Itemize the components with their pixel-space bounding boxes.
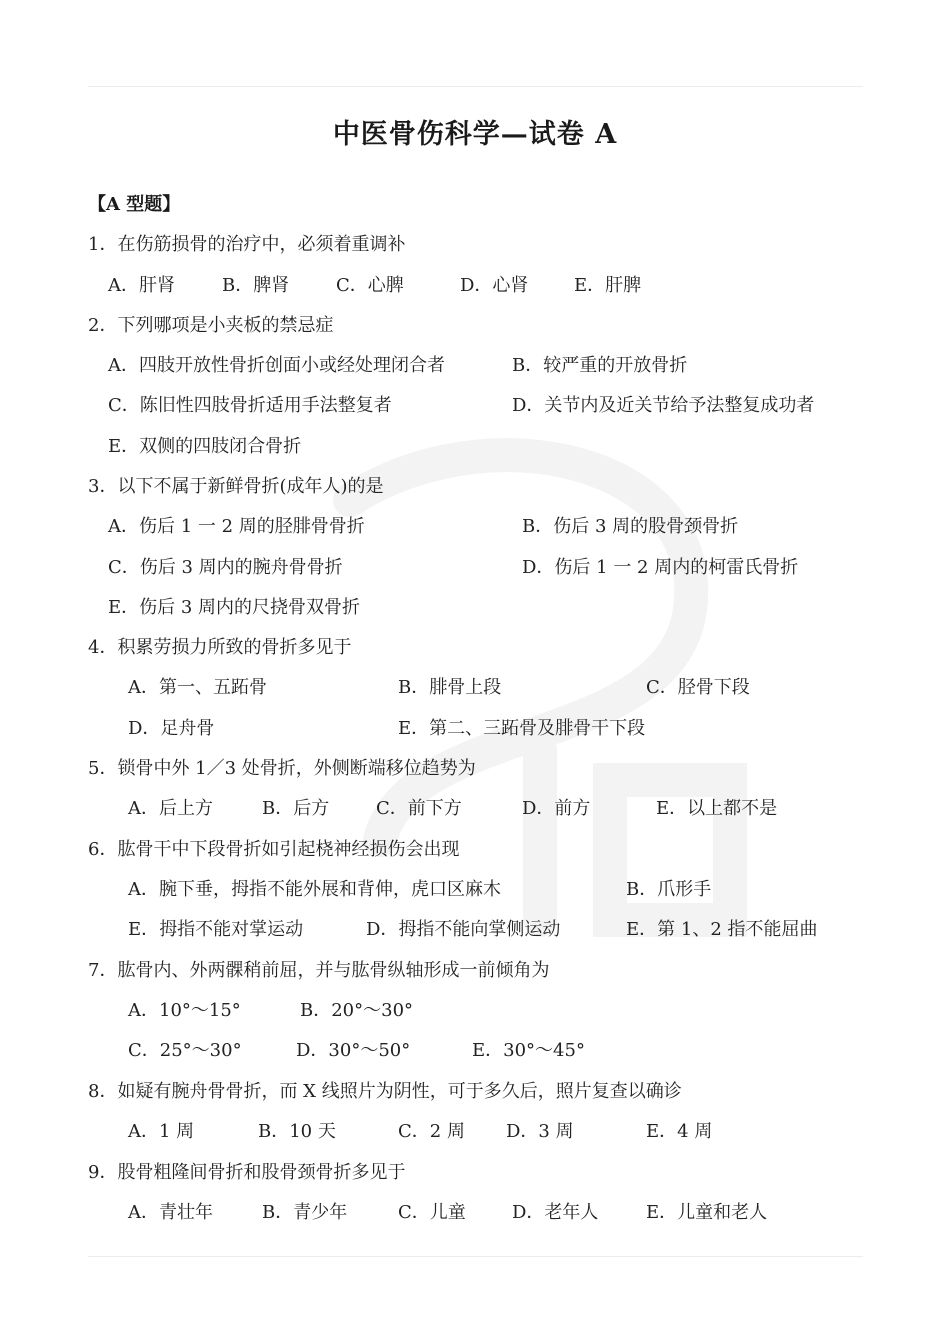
option: E．肝脾 — [574, 275, 642, 296]
option: E．第二、三跖骨及腓骨干下段 — [398, 718, 646, 739]
option: A．伤后 1 一 2 周的胫腓骨骨折 — [108, 516, 365, 537]
option: A．1 周 — [128, 1121, 195, 1142]
option: D．足舟骨 — [128, 718, 215, 739]
option: B．较严重的开放骨折 — [512, 355, 688, 376]
option: B．后方 — [262, 798, 330, 819]
option: C．25°～30° — [128, 1040, 242, 1061]
option: E．第 1、2 指不能屈曲 — [626, 919, 818, 940]
option: B．脾肾 — [222, 275, 290, 296]
option: D．3 周 — [506, 1121, 574, 1142]
header-rule — [88, 86, 863, 87]
option: A．第一、五跖骨 — [128, 677, 267, 698]
option: E．拇指不能对掌运动 — [128, 919, 304, 940]
question-stem: 8．如疑有腕舟骨骨折，而 X 线照片为阴性，可于多久后，照片复查以确诊 — [88, 1081, 682, 1102]
option: C．2 周 — [398, 1121, 465, 1142]
option: C．陈旧性四肢骨折适用手法整复者 — [108, 395, 392, 416]
question-stem: 3．以下不属于新鲜骨折(成年人)的是 — [88, 476, 384, 497]
option: E．儿童和老人 — [646, 1202, 768, 1223]
option: B．爪形手 — [626, 879, 712, 900]
option: C．儿童 — [398, 1202, 466, 1223]
option: D．前方 — [522, 798, 591, 819]
option: A．肝肾 — [108, 275, 175, 296]
option: E．伤后 3 周内的尺挠骨双骨折 — [108, 597, 361, 618]
option: E．双侧的四肢闭合骨折 — [108, 436, 302, 457]
option: D．伤后 1 一 2 周内的柯雷氏骨折 — [522, 557, 799, 578]
option: A．后上方 — [128, 798, 213, 819]
section-heading: 【A 型题】 — [88, 194, 181, 215]
option: E．4 周 — [646, 1121, 713, 1142]
question-stem: 9．股骨粗隆间骨折和股骨颈骨折多见于 — [88, 1162, 406, 1183]
option: C．心脾 — [336, 275, 404, 296]
option: B．腓骨上段 — [398, 677, 502, 698]
option: B．伤后 3 周的股骨颈骨折 — [522, 516, 739, 537]
question-stem: 5．锁骨中外 1／3 处骨折，外侧断端移位趋势为 — [88, 758, 476, 779]
question-stem: 2．下列哪项是小夹板的禁忌症 — [88, 315, 334, 336]
question-stem: 6．肱骨干中下段骨折如引起桡神经损伤会出现 — [88, 839, 460, 860]
option: C．前下方 — [376, 798, 462, 819]
footer-rule — [88, 1256, 863, 1257]
option: A．腕下垂，拇指不能外展和背伸，虎口区麻木 — [128, 879, 501, 900]
option: C．胫骨下段 — [646, 677, 750, 698]
option: E．30°～45° — [472, 1040, 585, 1061]
option: B．20°～30° — [300, 1000, 414, 1021]
option: C．伤后 3 周内的腕舟骨骨折 — [108, 557, 343, 578]
question-stem: 4．积累劳损力所致的骨折多见于 — [88, 637, 352, 658]
option: A．四肢开放性骨折创面小或经处理闭合者 — [108, 355, 445, 376]
option: E．以上都不是 — [656, 798, 778, 819]
page-title: 中医骨伤科学—试卷 A — [332, 119, 618, 150]
option: A．青壮年 — [128, 1202, 213, 1223]
question-stem: 7．肱骨内、外两髁稍前屈，并与肱骨纵轴形成一前倾角为 — [88, 960, 550, 981]
option: B．青少年 — [262, 1202, 348, 1223]
option: D．老年人 — [512, 1202, 599, 1223]
option: D．30°～50° — [296, 1040, 411, 1061]
option: D．关节内及近关节给予法整复成功者 — [512, 395, 815, 416]
question-stem: 1．在伤筋损骨的治疗中，必须着重调补 — [88, 234, 406, 255]
option: A．10°～15° — [128, 1000, 241, 1021]
option: D．心肾 — [460, 275, 529, 296]
option: D．拇指不能向掌侧运动 — [366, 919, 561, 940]
option: B．10 天 — [258, 1121, 336, 1142]
